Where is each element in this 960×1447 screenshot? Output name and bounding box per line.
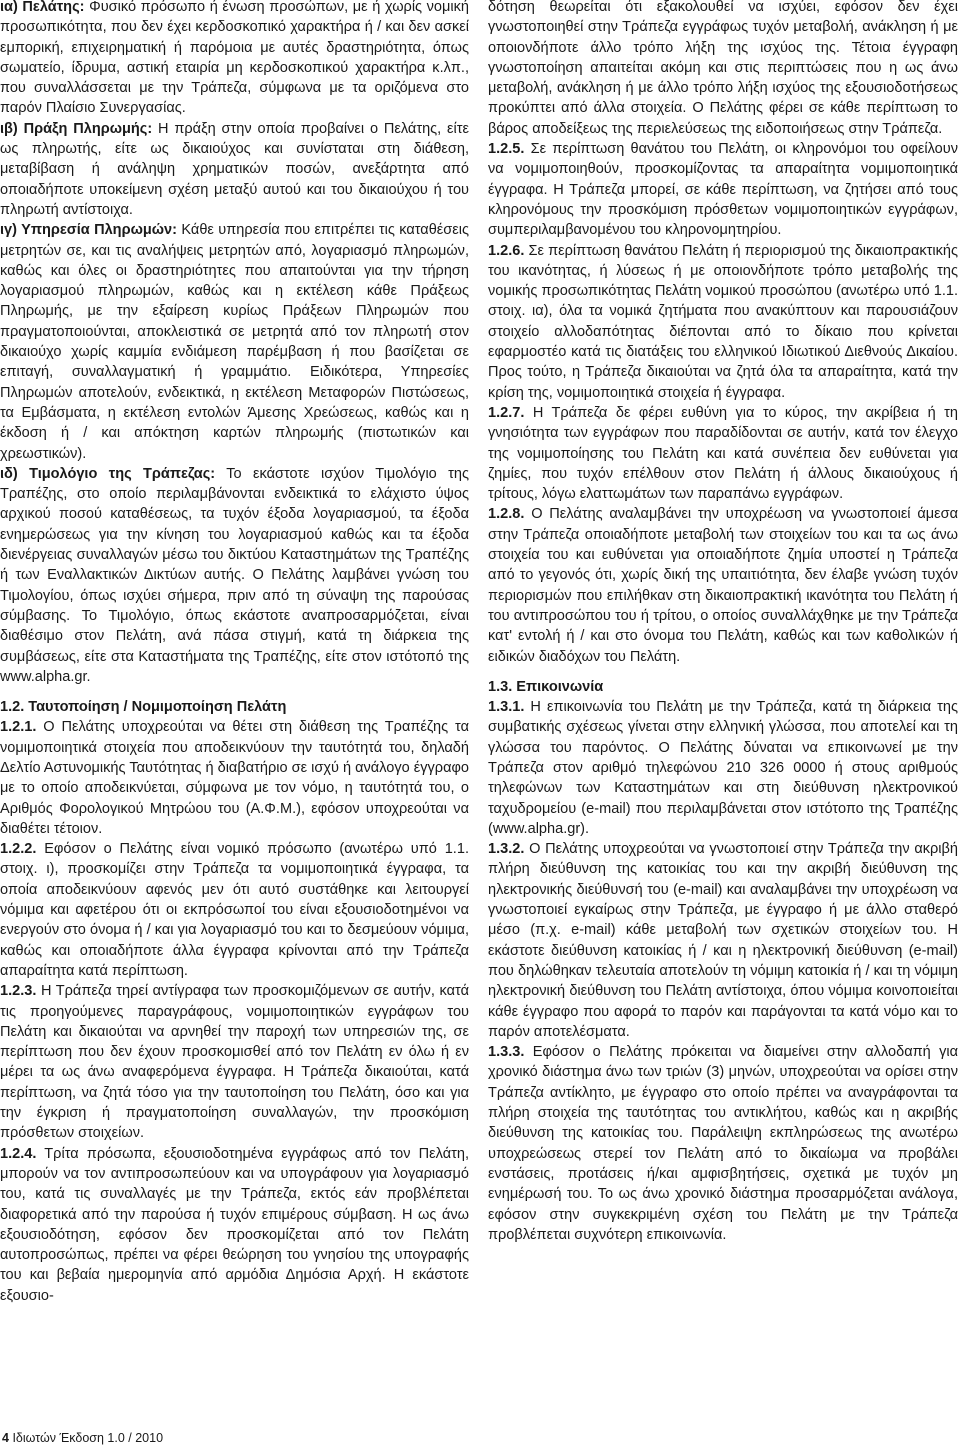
right-paragraph — [488, 139, 958, 240]
clause-text: Σε περίπτωση θανάτου Πελάτη ή περιορισμού της δικαιοπρακτικής του ικανότητας, ή λύσεως ή με οποιονδήποτε τρόπο μεταβολής της νομικής προσωπικότητας Πελάτη νομικού προσώπου (ανωτέρω υπό 1.1. στοιχ. ια), όλα τα νομικά ζητήματα που ανακύπτουν και παρουσιάζουν στοιχείο αλλοδαπότητας διέπονται από το δίκαιο που κρίνεται εφαρμοστέο κατά τις διατάξεις του ελληνικού Ιδιωτικού Διεθνούς Δικαίου. Προς τούτο, η Τράπεζα δικαιούται να ζητά όλα τα απαραίτητα, κατά την κρίση της, νομιμοποιητικά στοιχεία ή έγγραφα. — [488, 242, 958, 401]
left-paragraph — [0, 717, 469, 839]
left-paragraph — [0, 119, 469, 220]
clause-text: Η Τράπεζα δε φέρει ευθύνη για το κύρος, την ακρίβεια ή τη γνησιότητα των εγγράφων που παραδίδονται σε αυτήν, κατά τον έλεγχο της νομιμοποίησης του Πελάτη και κατά συνέπεια δεν ευθύνεται για ζημίες, που τυχόν επέλθουν στον Πελάτη ή άλλους δικαιούχους ή τρίτους, λόγω ελαττωμάτων των παραπάνω εγγράφων. — [488, 404, 958, 503]
left-paragraph — [0, 0, 469, 119]
clause-label: 1.2.8. — [488, 506, 525, 523]
right-paragraph — [488, 241, 958, 403]
clause-label: ια) Πελάτης: — [0, 0, 85, 15]
clause-label: 1.2.6. — [488, 242, 525, 259]
clause-label: 1.2.7. — [488, 404, 525, 421]
clause-text: Σε περίπτωση θανάτου του Πελάτη, οι κληρονόμοι του οφείλουν να νομιμοποιηθούν, προσκομίζοντας τα απαραίτητα νομιμοποιητικά έγγραφα. Η Τράπεζα μπορεί, σε κάθε περίπτωση, να ζητήσει από τους κληρονόμους την προσκόμιση πρόσθετων νομιμοποιητικών εγγράφων, συμπεριλαμβανομένου του κληρονομητηρίου. — [488, 141, 958, 239]
left-paragraph — [0, 464, 469, 687]
right-paragraph — [488, 1042, 958, 1245]
clause-text: Εφόσον ο Πελάτης πρόκειται να διαμείνει στην αλλοδαπή για χρονικό διάστημα άνω των τριών (3) μηνών, υποχρεούται να ορίσει στην Τράπεζα αντίκλητο, με έγγραφο στο οποίο πρέπει να αναγράφονται τα πλήρη στοιχεία της ταυτότητας του αντικλήτου, καθώς και η ακριβής διεύθυνση της κατοικίας του. Παράλειψη εκπληρώσεως της ανωτέρω υποχρεώσεως στερεί τον Πελάτη από το δικαίωμα να προβάλει ενστάσεις, προτάσεις ή/και αμφισβητήσεις, σχετικά με τυχόν μη ενημέρωσή του. Το ως άνω χρονικό διάστημα προσαρμόζεται ανάλογα, εφόσον στην συγκεκριμένη σχέση του Πελάτη με την Τράπεζα προβλέπεται συχνότερη επικοινωνία. — [488, 1044, 958, 1243]
section-gap — [488, 667, 958, 677]
right-paragraph — [488, 839, 958, 1042]
footer-text: Ιδιωτών Έκδοση 1.0 / 2010 — [12, 1431, 164, 1445]
clause-label: 1.2.5. — [488, 141, 525, 158]
clause-text: Εφόσον ο Πελάτης είναι νομικό πρόσωπο (ανωτέρω υπό 1.1. στοιχ. ι), προσκομίζει στην Τράπεζα τα νομιμοποιητικά έγγραφα, τα οποία αποδεικνύουν αφενός μεν ότι αυτό συστάθηκε και λειτουργεί νόμιμα και αφετέρου ότι οι εκπρόσωποί του είναι εξουσιοδοτημένοι να ενεργούν στο όνομα ή / και για λογαριασμό του και το δεσμεύουν νόμιμα, καθώς και οποιαδήποτε άλλα έγγραφα κρίνονται από την Τράπεζα απαραίτητα κατά περίπτωση. — [0, 841, 469, 979]
clause-label: 1.3.2. — [488, 841, 525, 858]
clause-text: Η πράξη στην οποία προβαίνει ο Πελάτης, είτε ως πληρωτής, είτε ως δικαιούχος και συνίσταται στη διάθεση, μεταβίβαση ή ανάληψη χρηματικών ποσών, ανεξάρτητα από οποιαδήποτε υποκείμενη σχέση μεταξύ αυτού και του δικαιούχου ή του πληρωτή αντίστοιχα. — [0, 120, 469, 218]
right-column — [488, 0, 958, 1245]
right-paragraph — [488, 403, 958, 504]
clause-label: 1.2.4. — [0, 1145, 37, 1162]
clause-text: Η Τράπεζα τηρεί αντίγραφα των προσκομιζόμενων σε αυτήν, κατά τις προηγούμενες παραγράφους, νομιμοποιητικών εγγράφων του Πελάτη και δικαιούται να αρνηθεί την παροχή των υπηρεσιών της, σε περίπτωση που δεν έχουν προσκομισθεί από τον Πελάτη εν όλω ή εν μέρει τα ως άνω αναφερόμενα έγγραφα. Η Τράπεζα δικαιούται, κατά περίπτωση, να ζητά τόσο για την ταυτοποίηση του Πελάτη, όσο και για την έγκριση ή πραγματοποίηση συναλλαγών, την προσκόμιση πρόσθετων στοιχείων. — [0, 983, 469, 1142]
clause-text: δότηση θεωρείται ότι εξακολουθεί να ισχύει, εφόσον δεν έχει γνωστοποιηθεί στην Τράπεζα εγγράφως τυχόν μεταβολή, ανάκληση ή με οποιονδήποτε άλλο τρόπο λήξη της ισχύος της. Τέτοια έγγραφη γνωστοποίηση απαιτείται ακόμη και στις περιπτώσεις που η ως άνω μεταβολή, ανάκληση ή με άλλο τρόπο λήξη ισχύος της εξουσιοδοτήσεως προκύπτει από άλλα στοιχεία. Ο Πελάτης φέρει σε κάθε περίπτωση το βάρος αποδείξεως της περιελεύσεως της ειδοποιήσεως στην Τράπεζα. — [488, 0, 958, 137]
clause-text: Το εκάστοτε ισχύον Τιμολόγιο της Τραπέζης, στο οποίο περιλαμβάνονται ενδεικτικά το ελάχιστο ύψος αρχικού ποσού καταθέσεως, τα τυχόν έξοδα λογαριασμού, τα έξοδα ενημερώσεως για την κίνηση του λογαριασμού καθώς και τα έξοδα διενέργειας συναλλαγών μέσω του δικτύου Καταστημάτων της Τραπέζης ή των Εναλλακτικών Δικτύων αυτής. Ο Πελάτης λαμβάνει γνώση του Τιμολογίου, όπως ισχύει σήμερα, πριν από τη σύναψη της παρούσας σύμβασης. Το Τιμολόγιο, όπως εκάστοτε αναπροσαρμόζεται, είναι διαθέσιμο στον Πελάτη, ανά πάσα στιγμή, κατά τη διάρκεια της συμβάσεως, είτε στα Καταστήματα της Τραπέζης, είτε στον ιστότοπό της www.alpha.gr. — [0, 465, 469, 685]
clause-text: Ο Πελάτης υποχρεούται να γνωστοποιεί στην Τράπεζα την ακριβή πλήρη διεύθυνση της κατοικίας του και την ακριβή διεύθυνση της ηλεκτρονικής διεύθυνσή του (e-mail) και αναλαμβάνει την υποχρέωση να γνωστοποιεί εγκαίρως στην Τράπεζα, με έγγραφο ή με άλλο σταθερό μέσο (π.χ. e-mail) κάθε μεταβολή των σχετικών στοιχείων του. Η εκάστοτε διεύθυνση κατοικίας ή / και η ηλεκτρονική διεύθυνση (e-mail) που δηλώθηκαν τελευταία αποτελούν τη νόμιμη κατοικία ή / και τη νόμιμη ηλεκτρονική διεύθυνση του Πελάτη αντίστοιχα, όπου νόμιμα κοινοποιείται κάθε έγγραφο που αφορά το παρόν και παράγονται τα κατά νόμο και το παρόν αποτελέσματα. — [488, 841, 958, 1040]
right-paragraph — [488, 0, 958, 139]
clause-text: Ο Πελάτης υποχρεούται να θέτει στη διάθεση της Τραπέζης τα νομιμοποιητικά στοιχεία που αποδεικνύουν την ταυτότητά του, δηλαδή Δελτίο Αστυνομικής Ταυτότητας ή διαβατήριο σε ισχύ ή ανάλογο έγγραφο με το οποίο αποδεικνύεται, σύμφωνα με τον νόμο, η ταυτότητά του, ο Αριθμός Φορολογικού Μητρώου του (Α.Φ.Μ.), εφόσον υποχρεούται να διαθέτει τέτοιον. — [0, 719, 469, 837]
right-paragraph — [488, 504, 958, 666]
clause-label: ιδ) Τιμολόγιο της Τράπεζας: — [0, 465, 216, 482]
section-gap — [0, 687, 469, 697]
clause-label: 1.3.1. — [488, 699, 525, 716]
clause-text: Ο Πελάτης αναλαμβάνει την υποχρέωση να γνωστοποιεί άμεσα στην Τράπεζα οποιαδήποτε μεταβολή των στοιχείων του και τα ως άνω στοιχεία του και ευθύνεται για οποιαδήποτε ζημία υποστεί η Τράπεζα από το γεγονός ότι, χωρίς δική της υπαιτιότητα, δεν έλαβε γνώση τυχόν περιορισμών που επιλήθκαν στη δικαιοπρακτική ικανότητα του Πελάτη ή του αντιπροσώπου του ή τρίτου, ο οποίος συναλλάχθηκε με την Τράπεζα κατ' εντολή ή / και στο όνομα του Πελάτη, καθώς και των καθολικών ή ειδικών διαδόχων του Πελάτη. — [488, 506, 958, 665]
clause-label: ιβ) Πράξη Πληρωμής: — [0, 120, 153, 137]
clause-text: Κάθε υπηρεσία που επιτρέπει τις καταθέσεις μετρητών σε, και τις αναλήψεις μετρητών από, λογαριασμό πληρωμών, καθώς και όλες οι δραστηριότητες που απαιτούνται για την τήρηση λογαριασμού πληρωμών, καθώς και η εκτέλεση κάθε Πράξεως Πληρωμής, με την εξαίρεση κυρίως Πράξεων Πληρωμών που πραγματοποιούνται, αποκλειστικά σε μετρητά από τον πληρωτή στον δικαιούχο χωρίς καμμία ενδιάμεση παρέμβαση ή που βασίζεται σε επιταγή, συναλλαγματική ή γραμμάτιο. Ειδικότερα, Υπηρεσίες Πληρωμών αποτελούν, ενδεικτικά, η εκτέλεση Μεταφορών Πιστώσεως, τα Εμβάσματα, η εκτέλεση εντολών Άμεσης Χρεώσεως, καθώς και η έκδοση ή / και απόκτηση καρτών πληρωμής (πιστωτικών και χρεωστικών). — [0, 222, 469, 462]
clause-label: 1.2.1. — [0, 719, 37, 736]
section-heading: 1.3. Επικοινωνία — [488, 678, 604, 695]
clause-text: Η επικοινωνία του Πελάτη με την Τράπεζα, κατά τη διάρκεια της συμβατικής σχέσεως γίνεται στην ελληνική γλώσσα, που αποτελεί και τη γλώσσα του παρόντος. Ο Πελάτης δύναται να επικοινωνεί με την Τράπεζα στον αριθμό τηλεφώνου 210 326 0000 ή στους αριθμούς τηλεφώνων των Καταστημάτων και στη διεύθυνση ηλεκτρονικού ταχυδρομείου (e-mail) που περιλαμβάνεται στον ιστότοπο της Τραπέζης (www.alpha.gr). — [488, 699, 958, 837]
left-paragraph — [0, 1144, 469, 1306]
clause-label: 1.2.3. — [0, 983, 37, 1000]
left-paragraph — [0, 839, 469, 981]
clause-label: ιγ) Υπηρεσία Πληρωμών: — [0, 222, 177, 239]
clause-text: Φυσικό πρόσωπο ή ένωση προσώπων, με ή χωρίς νομική προσωπικότητα, που δεν έχει κερδοσκοπικό χαρακτήρα ή / και δεν ασκεί εμπορική, επιχειρηματική ή παρόμοια με αυτές δραστηριότητα, όπως σωματείο, ίδρυμα, αστική εταιρία μη κερδοσκοπικού χαρακτήρα κ.λπ., που συναλλάσσεται με την Τράπεζα, σύμφωνα με τα οριζόμενα στο παρόν Πλαίσιο Συνεργασίας. — [0, 0, 470, 117]
clause-label: 1.3.3. — [488, 1044, 525, 1061]
left-paragraph — [0, 981, 469, 1143]
page-number: 4 — [2, 1431, 9, 1445]
left-paragraph — [0, 220, 469, 464]
section-heading: 1.2. Ταυτοποίηση / Νομιμοποίηση Πελάτη — [0, 699, 287, 716]
left-column — [0, 0, 469, 1306]
page-footer — [2, 1430, 163, 1446]
right-paragraph — [488, 697, 958, 839]
clause-text: Τρίτα πρόσωπα, εξουσιοδοτημένα εγγράφως από τον Πελάτη, μπορούν να τον αντιπροσωπεύουν και να υπογράφουν για λογαριασμό του, κατά τις συναλλαγές με την Τράπεζα, εκτός εάν προβλέπεται διαφορετικά από την παρούσα ή τυχόν επιμέρους σύμβαση. Η ως άνω εξουσιοδότηση, εφόσον δεν προσκομίζεται από τον Πελάτη αυτοπροσώπως, πρέπει να φέρει θεώρηση του γνησίου της υπογραφής του και βεβαία ημερομηνία από αρμόδια Δημόσια Αρχή. Η εκάστοτε εξουσιο- — [0, 1145, 469, 1304]
clause-label: 1.2.2. — [0, 841, 37, 858]
